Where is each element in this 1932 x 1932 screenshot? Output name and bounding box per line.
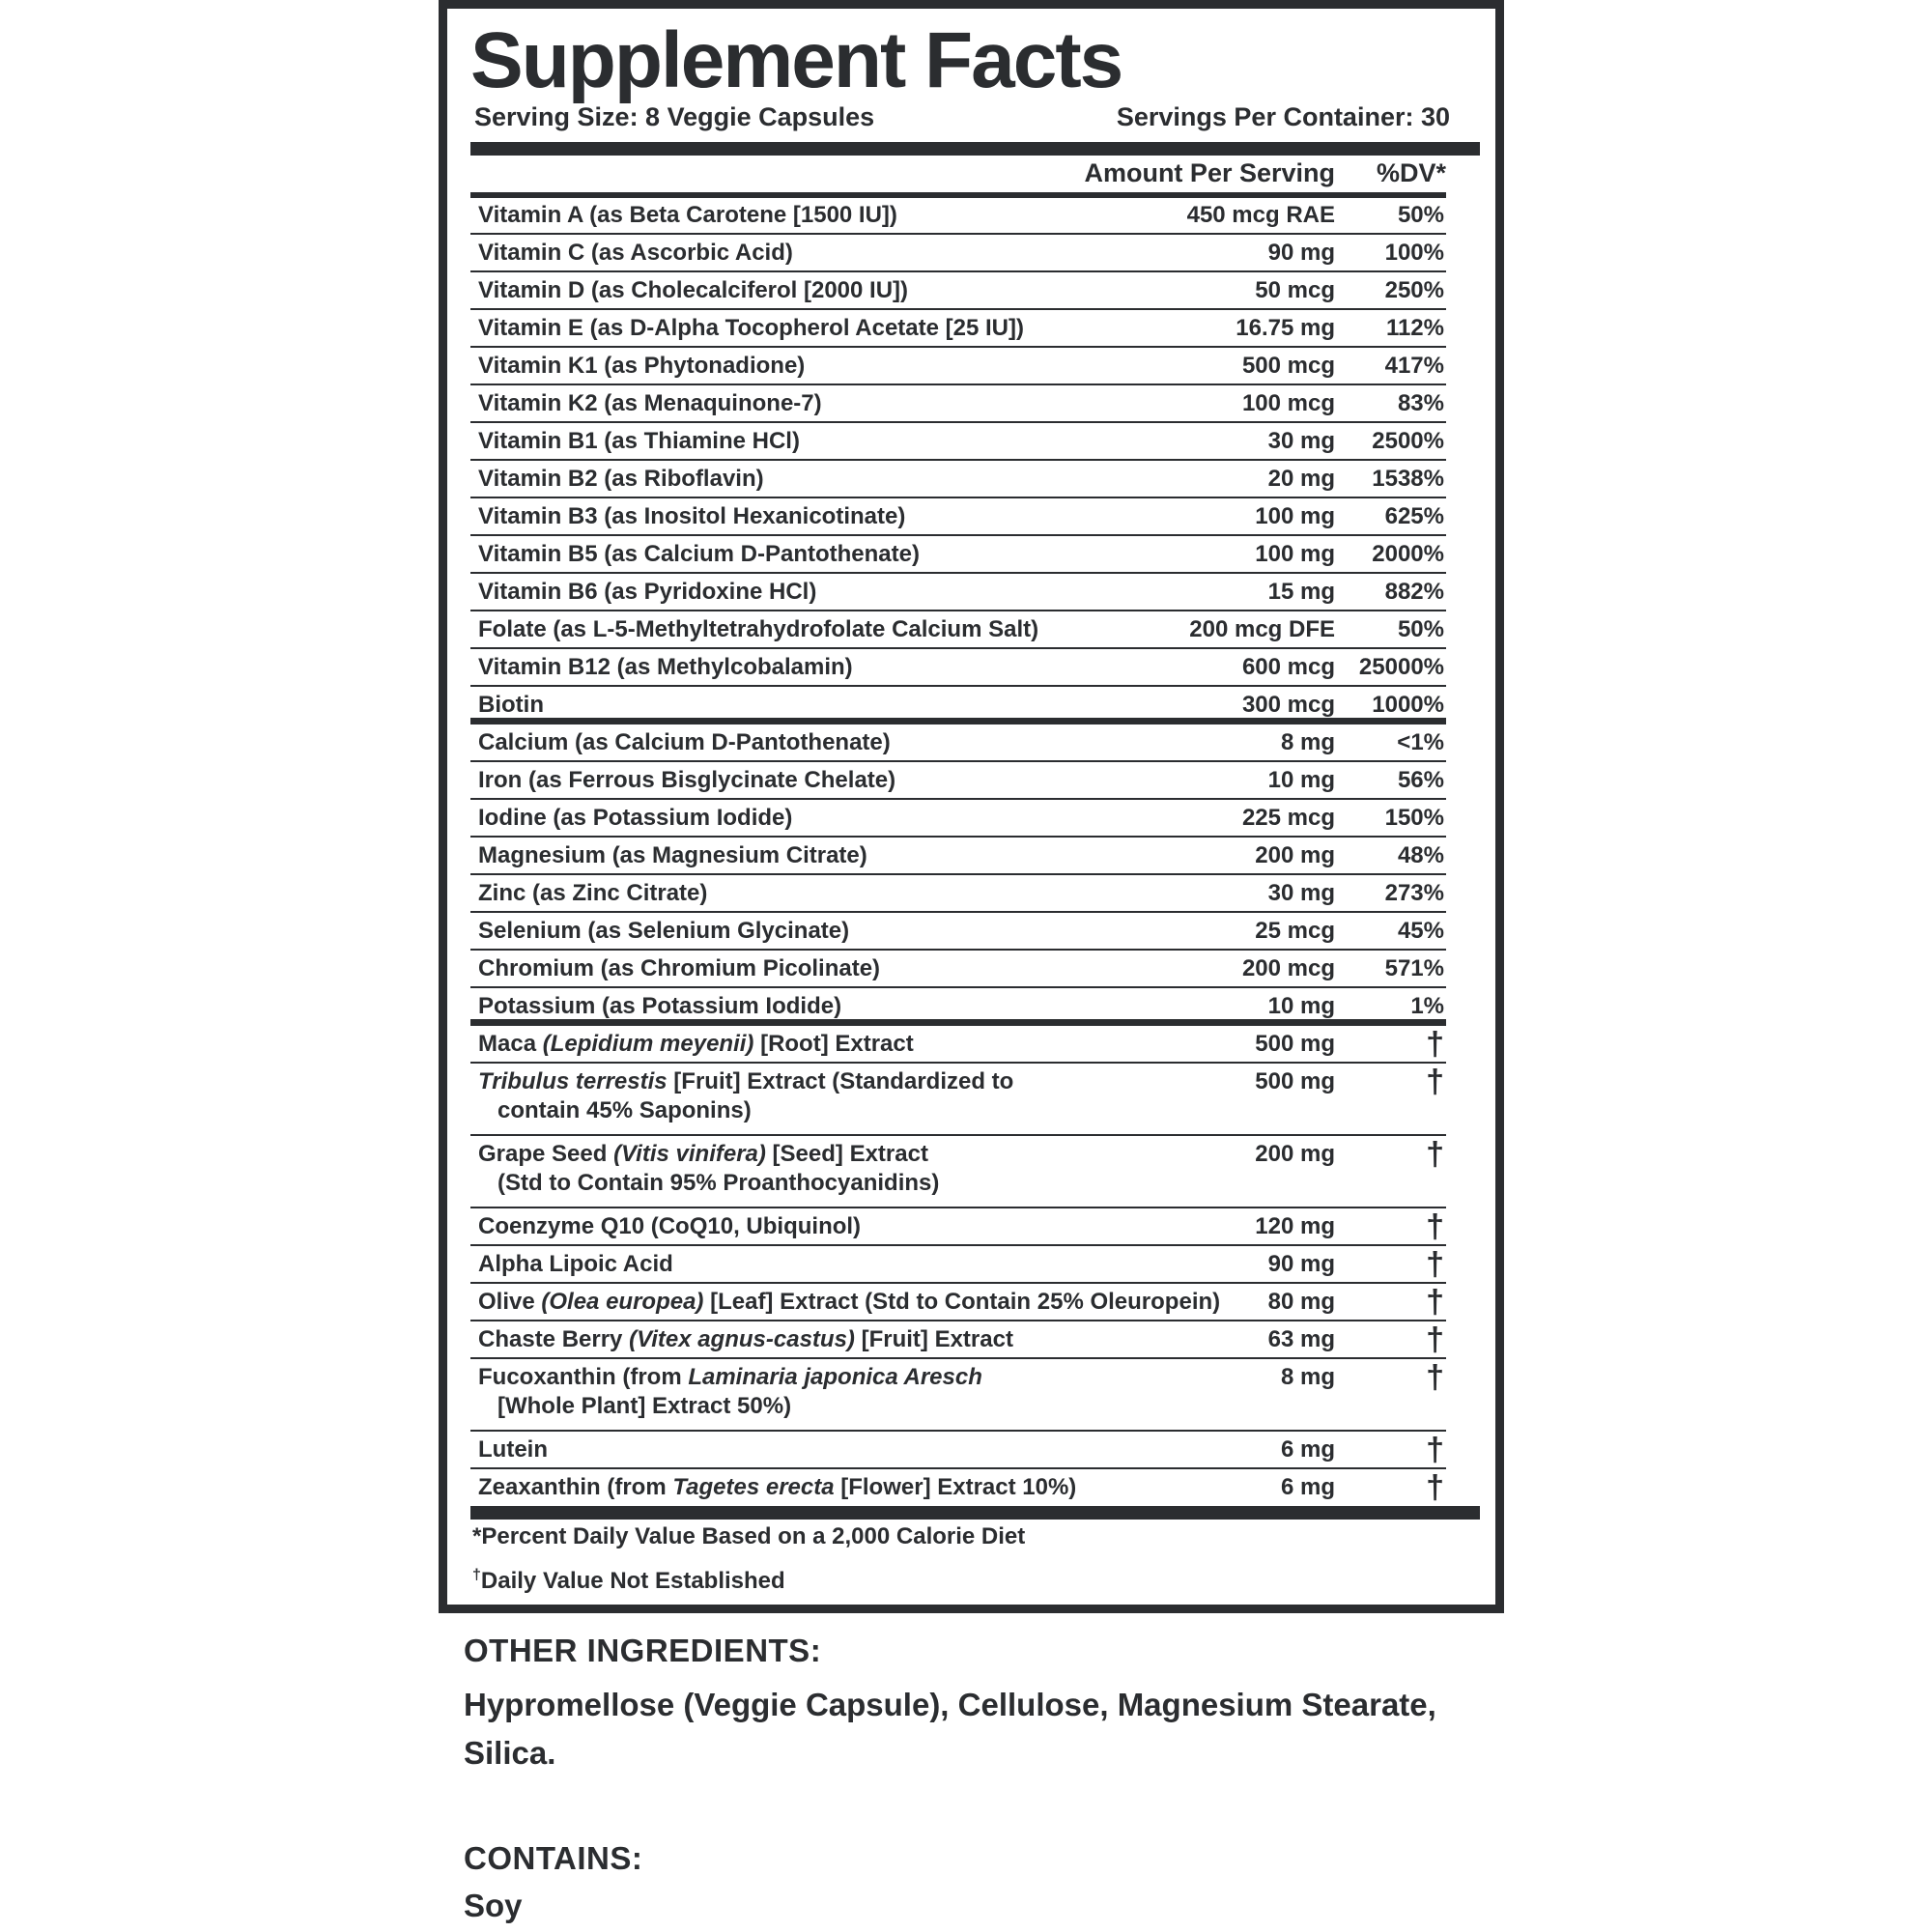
daily-value: 112% bbox=[1385, 315, 1444, 341]
table-row bbox=[470, 762, 1446, 800]
table-row bbox=[470, 1359, 1446, 1432]
nutrient-name-part: Selenium (as Selenium Glycinate) bbox=[478, 918, 850, 944]
supplement-facts-panel bbox=[439, 0, 1504, 1613]
nutrient-name-part: [Flower] Extract 10%) bbox=[834, 1474, 1077, 1500]
table-row bbox=[470, 1246, 1446, 1284]
daily-value: 2000% bbox=[1372, 541, 1444, 567]
nutrient-name bbox=[478, 728, 1251, 757]
nutrient-name-part: Vitamin B5 (as Calcium D-Pantothenate) bbox=[478, 541, 920, 567]
amount-per-serving: 90 mg bbox=[1267, 1251, 1335, 1277]
nutrient-name-part: Alpha Lipoic Acid bbox=[478, 1251, 673, 1277]
amount-per-serving: 30 mg bbox=[1267, 428, 1335, 454]
table-row bbox=[470, 988, 1446, 1026]
amount-per-serving: 8 mg bbox=[1280, 729, 1335, 755]
table-row bbox=[470, 838, 1446, 875]
nutrient-name-part: Chaste Berry bbox=[478, 1326, 630, 1352]
footnotes bbox=[472, 1520, 1025, 1604]
nutrient-name-part: (Vitex agnus-castus) bbox=[629, 1326, 855, 1352]
nutrient-name-part: Vitamin B2 (as Riboflavin) bbox=[478, 466, 764, 492]
label-title: Supplement Facts bbox=[470, 16, 1122, 104]
daily-value: 25000% bbox=[1358, 654, 1444, 680]
table-row bbox=[470, 310, 1446, 348]
daily-value: 45% bbox=[1397, 918, 1444, 944]
nutrient-name bbox=[478, 1473, 1251, 1502]
daily-value: 100% bbox=[1384, 240, 1444, 266]
nutrient-name-part: Iodine (as Potassium Iodide) bbox=[478, 805, 793, 831]
nutrient-name bbox=[478, 615, 1251, 644]
amount-per-serving: 25 mcg bbox=[1255, 918, 1335, 944]
daily-value: † bbox=[1426, 1432, 1444, 1468]
amount-per-serving: 200 mcg bbox=[1241, 955, 1335, 981]
nutrient-name-part: Grape Seed bbox=[478, 1141, 614, 1167]
nutrient-name-part: Fucoxanthin (from bbox=[478, 1364, 689, 1390]
daily-value: 417% bbox=[1384, 353, 1444, 379]
nutrient-name-part: Lutein bbox=[478, 1436, 548, 1463]
daily-value: <1% bbox=[1397, 729, 1444, 755]
table-row bbox=[470, 1026, 1446, 1064]
table-row bbox=[470, 875, 1446, 913]
amount-per-serving: 10 mg bbox=[1267, 767, 1335, 793]
nutrient-name bbox=[478, 540, 1251, 569]
table-row bbox=[470, 1321, 1446, 1359]
nutrient-name bbox=[478, 653, 1251, 682]
other-ingredients-heading: OTHER INGREDIENTS: bbox=[464, 1633, 822, 1668]
nutrient-name-part: [Fruit] Extract (Standardized to bbox=[667, 1068, 1014, 1094]
nutrient-name-part: Zinc (as Zinc Citrate) bbox=[478, 880, 708, 906]
nutrient-name bbox=[478, 427, 1251, 456]
amount-per-serving: 15 mg bbox=[1267, 579, 1335, 605]
daily-value: 150% bbox=[1384, 805, 1444, 831]
nutrient-name-part: Potassium (as Potassium Iodide) bbox=[478, 993, 842, 1019]
table-row bbox=[470, 1208, 1446, 1246]
amount-per-serving: 16.75 mg bbox=[1236, 315, 1335, 341]
contains-text: Soy bbox=[464, 1888, 523, 1923]
daily-value: 273% bbox=[1384, 880, 1444, 906]
daily-value: † bbox=[1426, 1026, 1444, 1063]
amount-per-serving: 225 mcg bbox=[1241, 805, 1335, 831]
nutrient-name bbox=[478, 992, 1251, 1021]
amount-per-serving: 200 mcg DFE bbox=[1189, 616, 1335, 642]
table-row bbox=[470, 951, 1446, 988]
amount-per-serving: 6 mg bbox=[1280, 1436, 1335, 1463]
nutrient-name bbox=[478, 954, 1251, 983]
table-row bbox=[470, 272, 1446, 310]
table-row bbox=[470, 1469, 1446, 1507]
table-row bbox=[470, 1064, 1446, 1136]
daily-value: † bbox=[1426, 1208, 1444, 1245]
table-row bbox=[470, 800, 1446, 838]
table-row bbox=[470, 348, 1446, 385]
table-row bbox=[470, 649, 1446, 687]
daily-value: 2500% bbox=[1372, 428, 1444, 454]
nutrient-name-part: (Vitis vinifera) bbox=[613, 1141, 766, 1167]
nutrient-name-part: Zeaxanthin (from bbox=[478, 1474, 673, 1500]
table-row bbox=[470, 913, 1446, 951]
table-row bbox=[470, 1432, 1446, 1469]
serving-info bbox=[474, 98, 1450, 136]
daily-value: † bbox=[1426, 1284, 1444, 1321]
servings-per-container: Servings Per Container: 30 bbox=[1116, 102, 1450, 131]
nutrient-name bbox=[478, 1212, 1251, 1241]
table-row bbox=[470, 611, 1446, 649]
amount-per-serving: 450 mcg RAE bbox=[1186, 202, 1335, 228]
nutrient-name-part: Coenzyme Q10 (CoQ10, Ubiquinol) bbox=[478, 1213, 862, 1239]
nutrient-name bbox=[478, 1030, 1251, 1059]
daily-value: 83% bbox=[1397, 390, 1444, 416]
table-row bbox=[470, 724, 1446, 762]
nutrient-name-part: Tagetes erecta bbox=[672, 1474, 835, 1500]
daily-value: 1000% bbox=[1372, 692, 1444, 718]
nutrient-name bbox=[478, 389, 1251, 418]
daily-value: 56% bbox=[1397, 767, 1444, 793]
amount-per-serving: 600 mcg bbox=[1241, 654, 1335, 680]
nutrient-name bbox=[478, 1435, 1251, 1464]
amount-per-serving: 120 mg bbox=[1255, 1213, 1335, 1239]
nutrient-name-part: (Lepidium meyenii) bbox=[542, 1031, 754, 1057]
nutrient-table bbox=[470, 197, 1446, 1507]
nutrient-name bbox=[478, 1140, 1251, 1198]
table-row bbox=[470, 1284, 1446, 1321]
table-row bbox=[470, 1136, 1446, 1208]
table-row bbox=[470, 235, 1446, 272]
amount-per-serving: 10 mg bbox=[1267, 993, 1335, 1019]
daily-value: 48% bbox=[1397, 842, 1444, 868]
nutrient-name-part: Tribulus terrestis bbox=[478, 1068, 668, 1094]
amount-per-serving: 100 mcg bbox=[1241, 390, 1335, 416]
nutrient-name-part: Vitamin B3 (as Inositol Hexanicotinate) bbox=[478, 503, 906, 529]
table-row bbox=[470, 536, 1446, 574]
nutrient-name-part: (Olea europea) bbox=[541, 1289, 704, 1315]
daily-value: † bbox=[1426, 1064, 1444, 1100]
daily-value: † bbox=[1426, 1469, 1444, 1506]
amount-per-serving: 6 mg bbox=[1280, 1474, 1335, 1500]
daily-value: 882% bbox=[1384, 579, 1444, 605]
amount-per-serving: 50 mcg bbox=[1255, 277, 1335, 303]
nutrient-name-part: [Fruit] Extract bbox=[854, 1326, 1013, 1352]
nutrient-name-part: Vitamin B12 (as Methylcobalamin) bbox=[478, 654, 853, 680]
daily-value: † bbox=[1426, 1321, 1444, 1358]
daily-value: 250% bbox=[1384, 277, 1444, 303]
nutrient-name bbox=[478, 502, 1251, 531]
dagger-footnote-text: Daily Value Not Established bbox=[480, 1568, 785, 1594]
amount-per-serving: 63 mg bbox=[1267, 1326, 1335, 1352]
daily-value: 50% bbox=[1397, 202, 1444, 228]
nutrient-name bbox=[478, 465, 1251, 494]
nutrient-name-part: Biotin bbox=[478, 692, 544, 718]
nutrient-name-part: Calcium (as Calcium D-Pantothenate) bbox=[478, 729, 891, 755]
serving-size: Serving Size: 8 Veggie Capsules bbox=[474, 102, 875, 131]
nutrient-name bbox=[478, 239, 1251, 268]
other-ingredients-text: Hypromellose (Veggie Capsule), Cellulose, Magnesium Stearate, Silica. bbox=[464, 1687, 1436, 1771]
nutrient-name bbox=[478, 879, 1251, 908]
contains-heading: CONTAINS: bbox=[464, 1840, 643, 1876]
amount-per-serving: 100 mg bbox=[1255, 503, 1335, 529]
nutrient-name-part: [Leaf] Extract (Std to Contain 25% Oleuropein) bbox=[703, 1289, 1221, 1315]
nutrient-name bbox=[478, 1067, 1251, 1125]
table-row bbox=[470, 687, 1446, 724]
table-row bbox=[470, 423, 1446, 461]
amount-per-serving: 30 mg bbox=[1267, 880, 1335, 906]
nutrient-name-part: [Seed] Extract bbox=[765, 1141, 928, 1167]
daily-value: 1538% bbox=[1372, 466, 1444, 492]
table-row bbox=[470, 385, 1446, 423]
amount-per-serving: 8 mg bbox=[1280, 1364, 1335, 1390]
nutrient-name-part: Folate (as L-5-Methyltetrahydrofolate Calcium Salt) bbox=[478, 616, 1039, 642]
nutrient-name-part: Vitamin K2 (as Menaquinone-7) bbox=[478, 390, 822, 416]
amount-per-serving: 20 mg bbox=[1267, 466, 1335, 492]
table-row bbox=[470, 498, 1446, 536]
nutrient-name-part: Iron (as Ferrous Bisglycinate Chelate) bbox=[478, 767, 896, 793]
nutrient-name-part: Olive bbox=[478, 1289, 542, 1315]
dagger-mark: † bbox=[472, 1567, 481, 1583]
nutrient-name bbox=[478, 917, 1251, 946]
nutrient-name-continuation: (Std to Contain 95% Proanthocyanidins) bbox=[497, 1170, 940, 1196]
column-header bbox=[470, 154, 1446, 192]
nutrient-name-part: Maca bbox=[478, 1031, 543, 1057]
nutrient-name bbox=[478, 276, 1251, 305]
nutrient-name bbox=[478, 201, 1251, 230]
nutrient-name-part: Magnesium (as Magnesium Citrate) bbox=[478, 842, 867, 868]
daily-value: 1% bbox=[1410, 993, 1444, 1019]
table-row bbox=[470, 461, 1446, 498]
amount-per-serving: 90 mg bbox=[1267, 240, 1335, 266]
amount-per-serving: 100 mg bbox=[1255, 541, 1335, 567]
nutrient-name bbox=[478, 578, 1251, 607]
daily-value: † bbox=[1426, 1246, 1444, 1283]
nutrient-name bbox=[478, 352, 1251, 381]
nutrient-name bbox=[478, 691, 1251, 720]
nutrient-name-part: Chromium (as Chromium Picolinate) bbox=[478, 955, 881, 981]
nutrient-name bbox=[478, 1288, 1251, 1317]
nutrient-name-part: [Root] Extract bbox=[753, 1031, 914, 1057]
nutrient-name bbox=[478, 1250, 1251, 1279]
nutrient-name bbox=[478, 314, 1251, 343]
nutrient-name-part: Vitamin C (as Ascorbic Acid) bbox=[478, 240, 793, 266]
amount-per-serving: 80 mg bbox=[1267, 1289, 1335, 1315]
nutrient-name-part: Vitamin A (as Beta Carotene [1500 IU]) bbox=[478, 202, 897, 228]
amount-per-serving: 300 mcg bbox=[1241, 692, 1335, 718]
nutrient-name bbox=[478, 841, 1251, 870]
nutrient-name-part: Vitamin B6 (as Pyridoxine HCl) bbox=[478, 579, 817, 605]
amount-per-serving: 200 mg bbox=[1255, 1141, 1335, 1167]
amount-per-serving: 200 mg bbox=[1255, 842, 1335, 868]
nutrient-name-part: Vitamin B1 (as Thiamine HCl) bbox=[478, 428, 800, 454]
table-row bbox=[470, 197, 1446, 235]
daily-value: 571% bbox=[1384, 955, 1444, 981]
nutrient-name bbox=[478, 766, 1251, 795]
nutrient-name-continuation: contain 45% Saponins) bbox=[497, 1097, 752, 1123]
bottom-divider-bar bbox=[470, 1506, 1480, 1520]
nutrient-name-part: Vitamin E (as D-Alpha Tocopherol Acetate [25 IU]) bbox=[478, 315, 1024, 341]
nutrient-name-part: Vitamin D (as Cholecalciferol [2000 IU]) bbox=[478, 277, 909, 303]
amount-per-serving: 500 mg bbox=[1255, 1031, 1335, 1057]
nutrient-name-part: Vitamin K1 (as Phytonadione) bbox=[478, 353, 806, 379]
daily-value: 50% bbox=[1397, 616, 1444, 642]
amount-per-serving-header: Amount Per Serving bbox=[1084, 158, 1335, 187]
nutrient-name bbox=[478, 804, 1251, 833]
daily-value-header: %DV* bbox=[1376, 158, 1446, 187]
nutrient-name-part: Laminaria japonica Aresch bbox=[688, 1364, 982, 1390]
nutrient-name-continuation: [Whole Plant] Extract 50%) bbox=[497, 1393, 792, 1419]
amount-per-serving: 500 mcg bbox=[1241, 353, 1335, 379]
nutrient-name bbox=[478, 1325, 1251, 1354]
table-row bbox=[470, 574, 1446, 611]
dagger-footnote bbox=[472, 1559, 1025, 1598]
daily-value: † bbox=[1426, 1136, 1444, 1173]
amount-per-serving: 500 mg bbox=[1255, 1068, 1335, 1094]
daily-value: 625% bbox=[1384, 503, 1444, 529]
nutrient-name bbox=[478, 1363, 1251, 1421]
dv-footnote: *Percent Daily Value Based on a 2,000 Calorie Diet bbox=[472, 1523, 1026, 1549]
daily-value: † bbox=[1426, 1359, 1444, 1396]
